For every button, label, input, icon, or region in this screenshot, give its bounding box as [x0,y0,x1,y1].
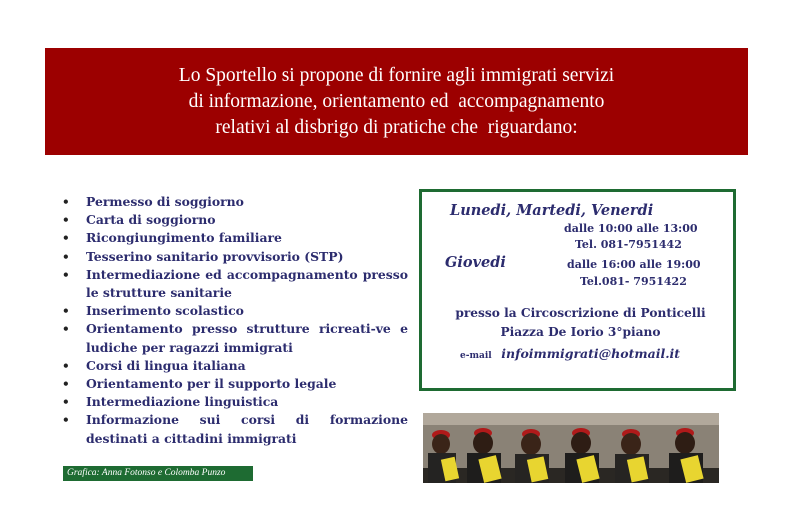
services-list [62,193,408,448]
morning-hours: dalle 10:00 alle 13:00 [564,222,698,235]
service-item: • Intermediazione ed accompagnamento presso le strutture sanitarie [62,266,408,302]
phone-1: Tel. 081-7951442 [575,238,682,251]
phone-2: Tel.081- 7951422 [580,275,687,288]
service-item: • Tesserino sanitario provvisorio (STP) [62,248,408,266]
banner-line-2: di informazione, orientamento ed accompagnamento [188,90,605,112]
service-item: • Inserimento scolastico [62,302,408,320]
banner-line-3: relativi al disbrigo di pratiche che riguardano: [215,116,578,138]
header-banner [45,48,748,155]
office-hours-box [419,189,736,391]
email-address[interactable]: infoimmigrati@hotmail.it [501,346,681,361]
service-item: • Carta di soggiorno [62,211,408,229]
afternoon-hours: dalle 16:00 alle 19:00 [567,258,701,271]
service-item: • Corsi di lingua italiana [62,357,408,375]
email-row [460,343,680,362]
graphics-credit: Grafica: Anna Fotonso e Colomba Punzo [63,466,253,481]
day-thursday: Giovedi [445,254,506,271]
service-item: • Permesso di soggiorno [62,193,408,211]
days-monday-tuesday-friday: Lunedi, Martedi, Venerdi [450,202,654,219]
office-location: presso la Circoscrizione di Ponticelli [455,306,706,320]
service-item: • Orientamento per il supporto legale [62,375,408,393]
service-item: • Ricongiungimento familiare [62,229,408,247]
immigrants-photo-strip [423,413,719,483]
office-address: Piazza De Iorio 3°piano [500,325,661,339]
email-label: e-mail [460,351,492,361]
service-item: • Intermediazione linguistica [62,393,408,411]
banner-line-1: Lo Sportello si propone di fornire agli immigrati servizi [178,64,615,86]
service-item: • Informazione sui corsi di formazione destinati a cittadini immigrati [62,411,408,447]
service-item: • Orientamento presso strutture ricreati-ve e ludiche per ragazzi immigrati [62,320,408,356]
